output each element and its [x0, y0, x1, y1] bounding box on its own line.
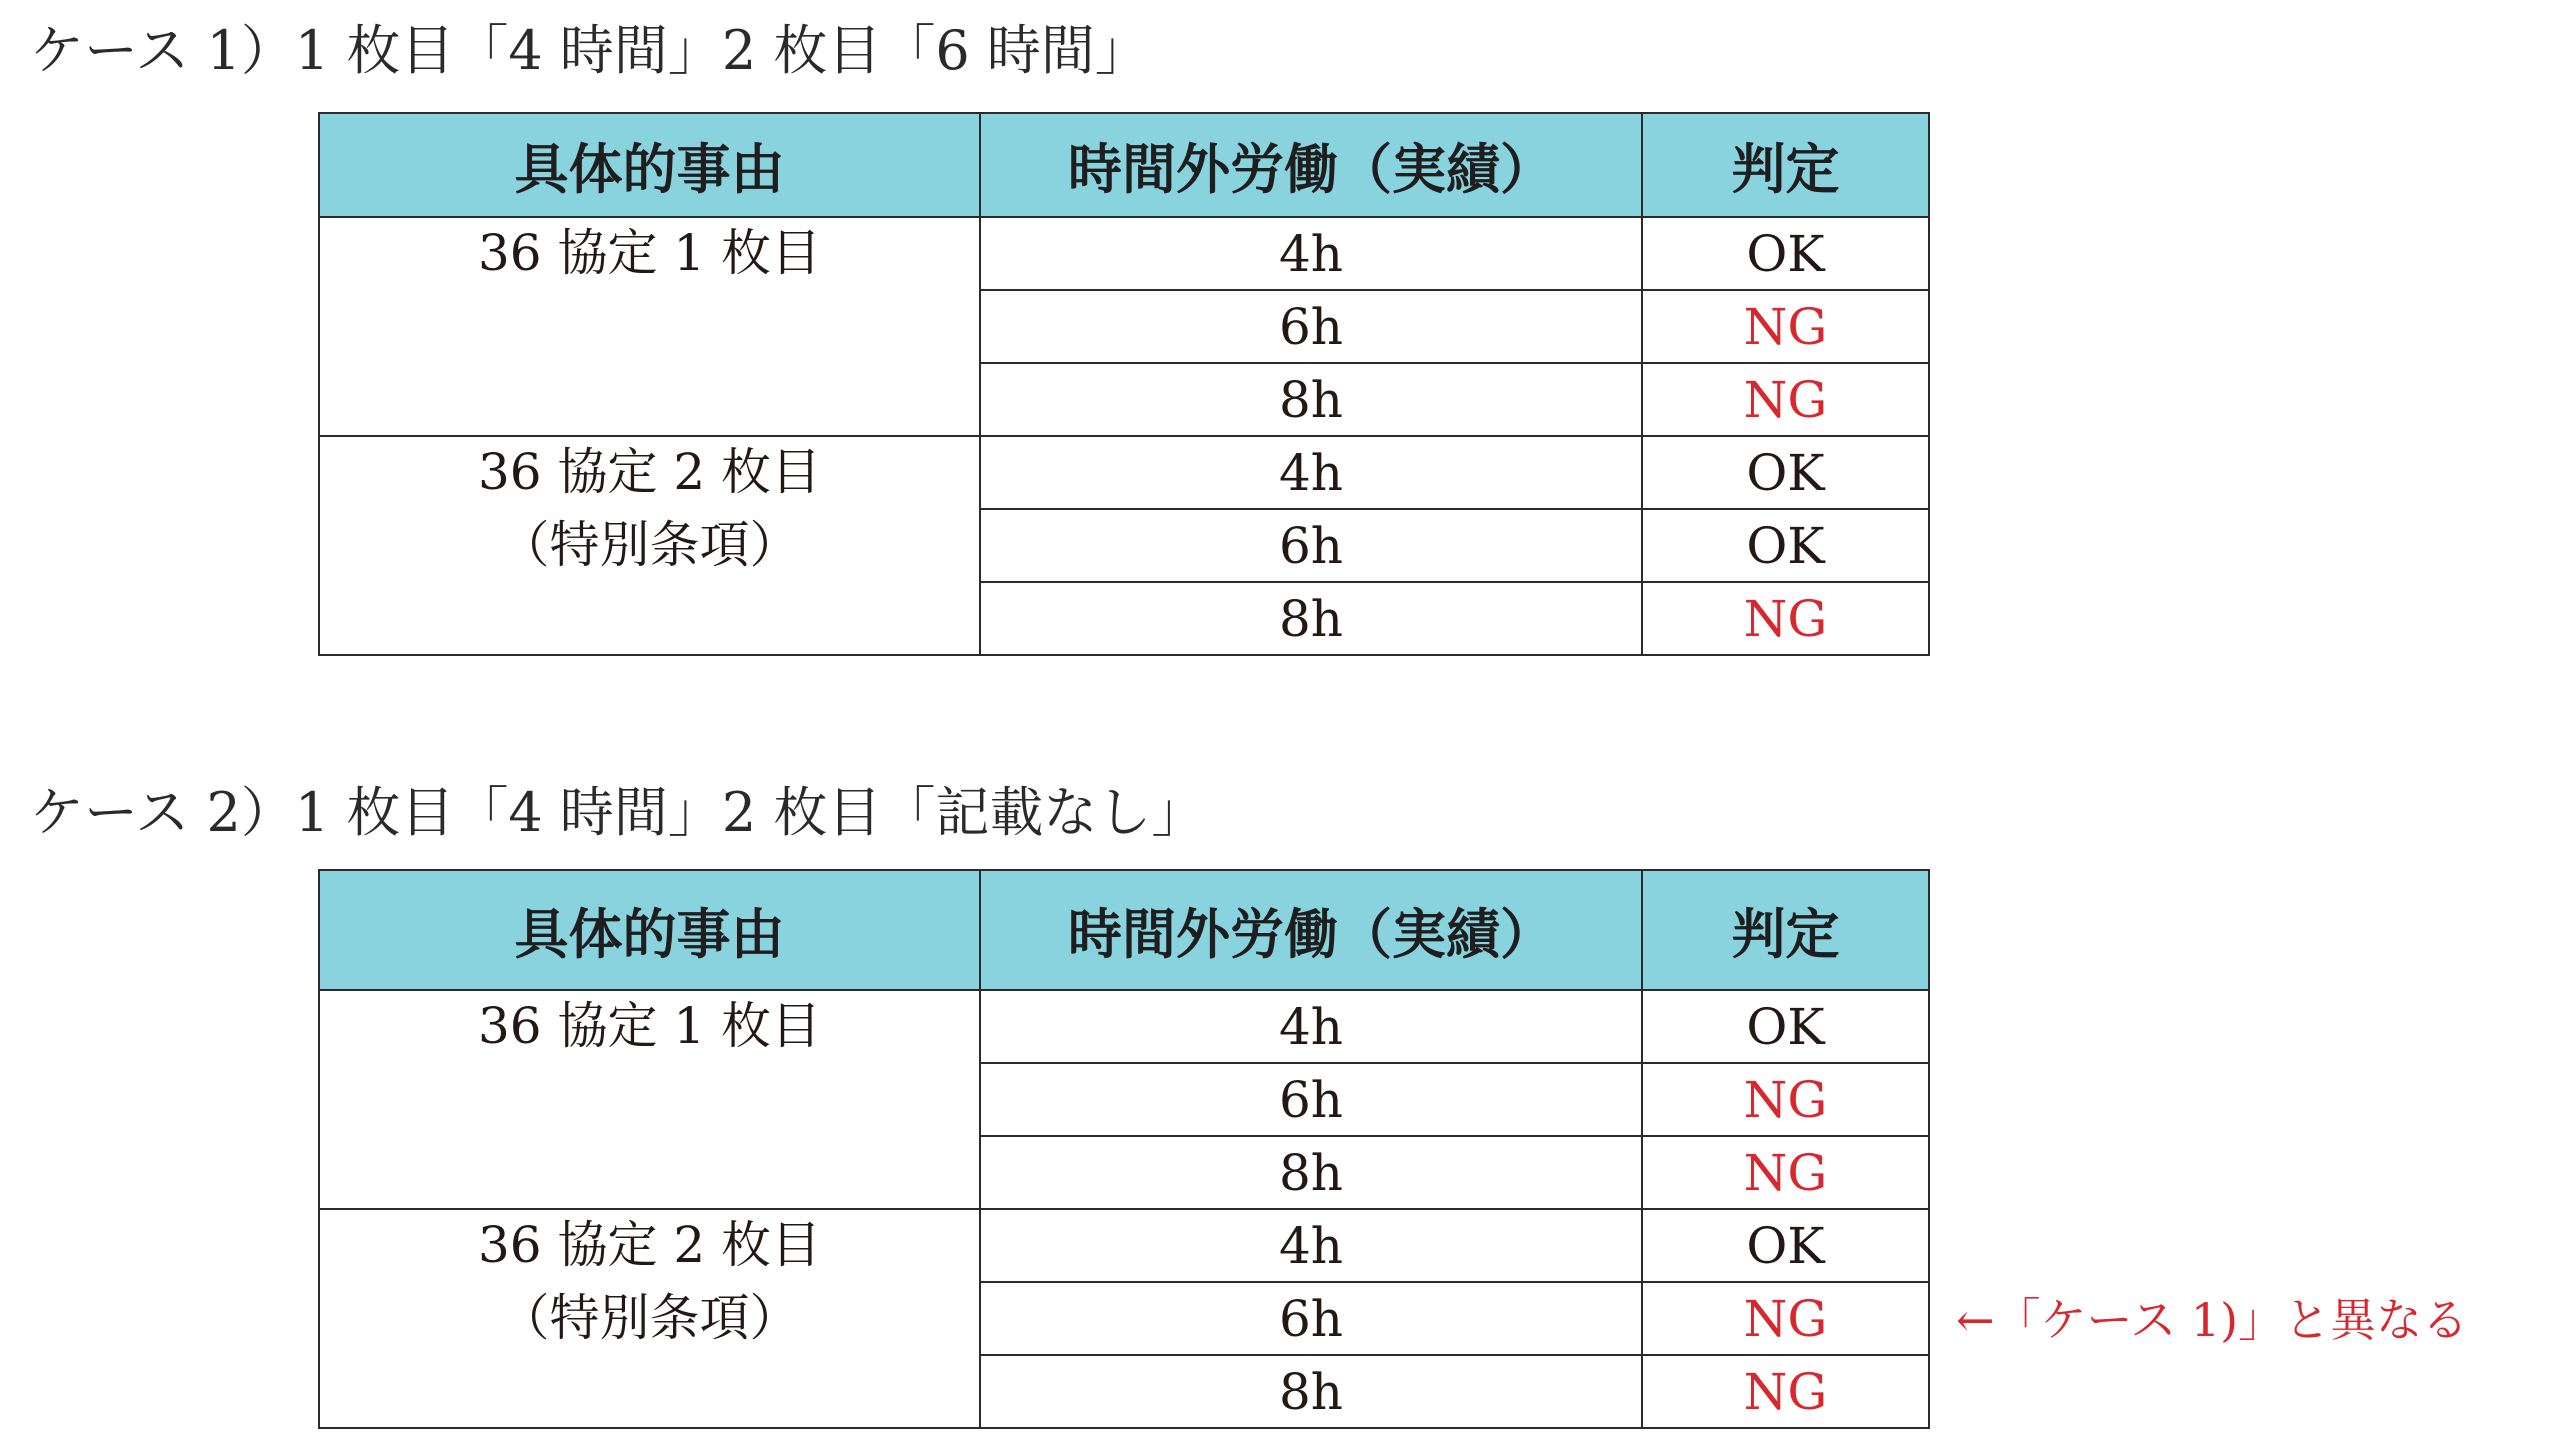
group-label-cell	[320, 991, 979, 1208]
overtime-cell: 8h	[981, 583, 1641, 654]
judgment-cell: NG	[1643, 1283, 1928, 1354]
overtime-cell: 4h	[981, 437, 1641, 508]
judgment-cell: NG	[1643, 583, 1928, 654]
group-label-cell	[320, 218, 979, 435]
judgment-cell: OK	[1643, 991, 1928, 1062]
group-label-line: 36 協定 1 枚目	[477, 224, 822, 282]
overtime-cell: 8h	[981, 364, 1641, 435]
case-2-table	[318, 869, 1930, 1429]
case-1-title: ケース 1）1 枚目「4 時間」2 枚目「6 時間」	[30, 19, 1149, 82]
column-header: 具体的事由	[320, 114, 979, 216]
overtime-cell: 6h	[981, 291, 1641, 362]
overtime-cell: 6h	[981, 1283, 1641, 1354]
overtime-cell: 8h	[981, 1356, 1641, 1427]
judgment-cell: NG	[1643, 1137, 1928, 1208]
column-header: 時間外労働（実績）	[981, 114, 1641, 216]
judgment-cell: NG	[1643, 1356, 1928, 1427]
group-label-line: 36 協定 2 枚目	[477, 443, 822, 501]
group-label-cell	[320, 1210, 979, 1427]
group-label-line: （特別条項）	[499, 516, 800, 574]
overtime-cell: 8h	[981, 1137, 1641, 1208]
overtime-cell: 4h	[981, 218, 1641, 289]
judgment-cell: NG	[1643, 1064, 1928, 1135]
group-label-cell	[320, 437, 979, 654]
group-label-line: 36 協定 1 枚目	[477, 997, 822, 1055]
overtime-cell: 6h	[981, 1064, 1641, 1135]
judgment-cell: OK	[1643, 437, 1928, 508]
judgment-cell: NG	[1643, 291, 1928, 362]
overtime-cell: 4h	[981, 991, 1641, 1062]
overtime-cell: 4h	[981, 1210, 1641, 1281]
column-header: 具体的事由	[320, 871, 979, 989]
difference-annotation: ←「ケース 1)」と異なる	[1956, 1293, 2469, 1347]
column-header: 判定	[1643, 114, 1928, 216]
overtime-cell: 6h	[981, 510, 1641, 581]
group-label-line: （特別条項）	[499, 1289, 800, 1347]
judgment-cell: OK	[1643, 218, 1928, 289]
column-header: 判定	[1643, 871, 1928, 989]
judgment-cell: OK	[1643, 510, 1928, 581]
judgment-cell: NG	[1643, 364, 1928, 435]
group-label-line: 36 協定 2 枚目	[477, 1216, 822, 1274]
case-1-table	[318, 112, 1930, 656]
column-header: 時間外労働（実績）	[981, 871, 1641, 989]
judgment-cell: OK	[1643, 1210, 1928, 1281]
case-2-title: ケース 2）1 枚目「4 時間」2 枚目「記載なし」	[30, 781, 1206, 844]
